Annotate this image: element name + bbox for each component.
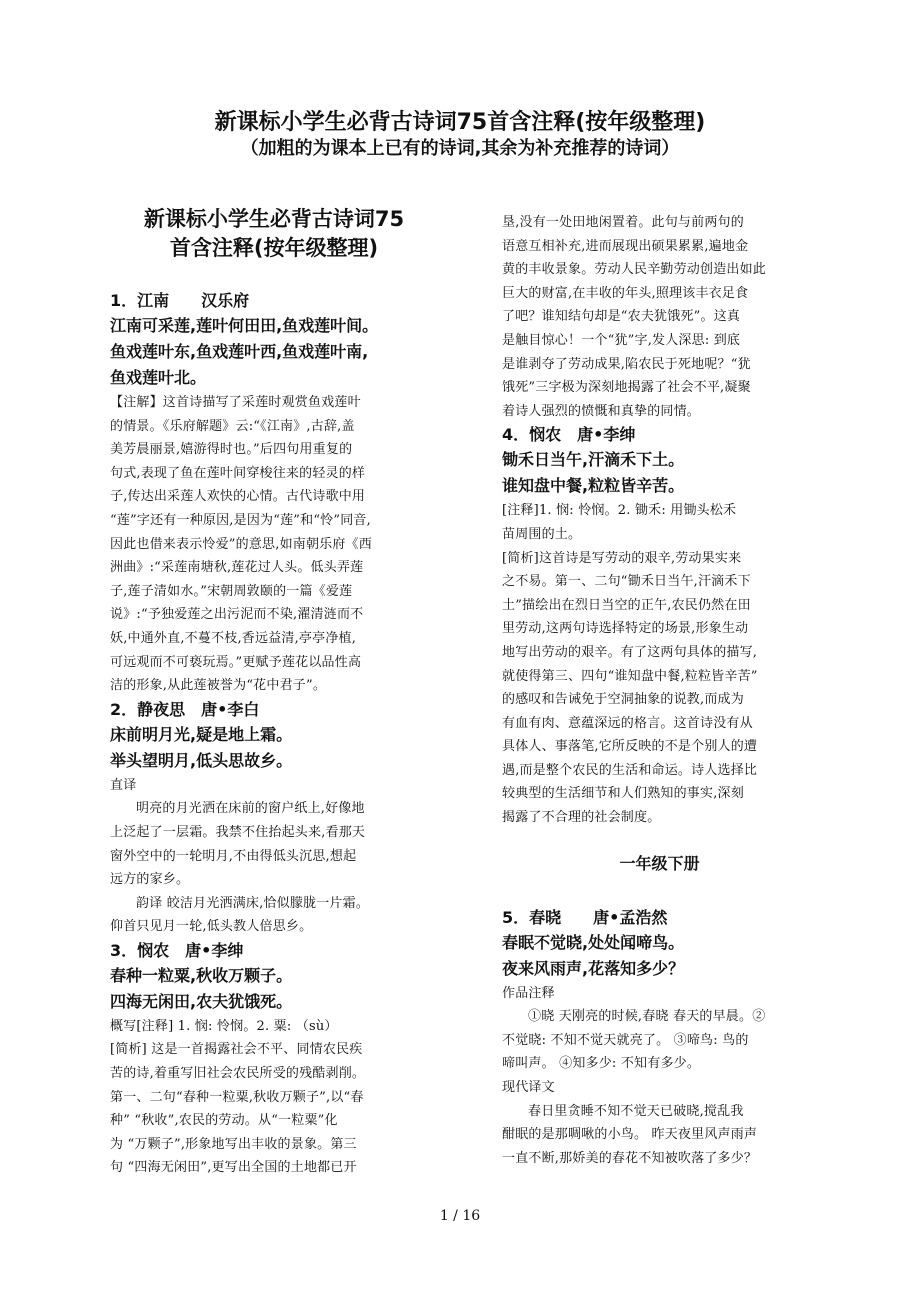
section-title-line-2: 首含注释(按年级整理) xyxy=(169,236,379,260)
note-line: 是触目惊心！一个“犹”字,发人深思: 到底 xyxy=(502,332,741,348)
poem-3-heading: 3．悯农 唐•李绅 xyxy=(110,940,244,960)
note-line: 具体人、事落笔,它所反映的不是个别人的遭 xyxy=(502,739,758,755)
note-line: 种” “秋收”,农民的劳动。从“一粒粟”化 xyxy=(110,1113,338,1129)
note-line: [简析] 这是一首揭露社会不平、同情农民疾 xyxy=(110,1042,363,1058)
note-line: 句 “四海无闲田”,更写出全国的土地都已开 xyxy=(110,1160,357,1176)
translation-line: 春日里贪睡不知不觉天已破晓,搅乱我 xyxy=(528,1103,744,1119)
note-line: [简析]这首诗是写劳动的艰辛,劳动果实来 xyxy=(502,550,742,566)
note-line: 着诗人强烈的愤慨和真挚的同情。 xyxy=(502,403,701,419)
note-line: 子,莲子清如水。”宋朝周敦颐的一篇《爱莲 xyxy=(110,583,353,599)
poem-5-heading: 5．春晓 唐•孟浩然 xyxy=(502,907,668,927)
rhyme-line: 韵译 皎洁月光洒满床,恰似朦胧一片霜。 xyxy=(136,895,370,911)
poem-5-line: 夜来风雨声,花落知多少？ xyxy=(502,958,685,978)
note-line: 饿死”三字极为深刻地揭露了社会不平,凝聚 xyxy=(502,380,751,396)
rhyme-line: 仰首只见月一轮,低头教人倍思乡。 xyxy=(110,919,313,935)
note-line: “莲”字还有一种原因,是因为“莲”和“怜”同音, xyxy=(110,512,371,528)
section-title-line-1: 新课标小学生必背古诗词75 xyxy=(143,207,405,231)
poem-2-line: 床前明月光,疑是地上霜。 xyxy=(110,724,293,744)
note-line: 有血有肉、意蕴深远的格言。这首诗没有从 xyxy=(502,715,753,731)
note-line: 洲曲》:“采莲南塘秋,莲花过人头。低头弄莲 xyxy=(110,560,364,576)
note-line: 就使得第三、四句“谁知盘中餐,粒粒皆辛苦” xyxy=(502,668,758,684)
section-title xyxy=(110,205,438,263)
poem-5-translation-label: 现代译文 xyxy=(502,1080,555,1096)
poem-4-heading: 4．悯农 唐•李绅 xyxy=(502,425,636,445)
note-line: 巨大的财富,在丰收的年头,照理该丰衣足食 xyxy=(502,285,749,301)
poem-1-line: 鱼戏莲叶北。 xyxy=(110,368,207,387)
note-line: 子,传达出采莲人欢快的心情。古代诗歌中用 xyxy=(110,489,366,505)
note-line: 句式,表现了鱼在莲叶间穿梭往来的轻灵的样 xyxy=(110,465,366,481)
translation-line: 酣眠的是那啁啾的小鸟。 昨天夜里风声雨声 xyxy=(502,1127,758,1143)
translation-line: 一直不断,那娇美的春花不知被吹落了多少？ xyxy=(502,1150,758,1166)
poem-3-line: 四海无闲田,农夫犹饿死。 xyxy=(110,991,293,1011)
document-subtitle: （加粗的为课本上已有的诗词,其余为补充推荐的诗词） xyxy=(240,138,680,159)
poem-2-heading: 2．静夜思 唐•李白 xyxy=(110,699,260,719)
document-title: 新课标小学生必背古诗词75首含注释(按年级整理) xyxy=(214,110,706,135)
note-line: 不觉晓: 不知不觉天就亮了。 ③啼鸟: 鸟的 xyxy=(502,1032,749,1048)
right-column xyxy=(502,211,817,1170)
page-number: 1 / 16 xyxy=(439,1208,481,1224)
note-line: 第一、二句“春种一粒粟,秋收万颗子”,以“春 xyxy=(110,1089,364,1105)
note-line: 的情景。《乐府解题》云:“《江南》,古辞,盖 xyxy=(110,418,355,434)
translation-line: 上泛起了一层霜。我禁不住抬起头来,看那天 xyxy=(110,824,366,840)
note-line: [注释]1. 悯: 怜悯。2. 锄禾: 用锄头松禾 xyxy=(502,503,737,519)
note-line: 是谁剥夺了劳动成果,陷农民于死地呢？“犹 xyxy=(502,356,751,372)
note-line: 概写[注释] 1. 悯: 怜悯。2. 粟: （sù） xyxy=(110,1018,338,1034)
poem-2-label: 直译 xyxy=(110,777,137,793)
note-line: 较典型的生活细节和人们熟知的事实,深刻 xyxy=(502,786,744,802)
poem-4-line: 锄禾日当午,汗滴禾下土。 xyxy=(502,450,685,470)
poem-5-notes-label: 作品注释 xyxy=(502,985,555,1001)
note-line: 说》:“予独爱莲之出污泥而不染,濯清涟而不 xyxy=(110,607,364,623)
note-line: 为 “万颗子”,形象地写出丰收的景象。第三 xyxy=(110,1136,357,1152)
note-line: 垦,没有一处田地闲置着。此句与前两句的 xyxy=(502,215,744,230)
note-line: 遇,而是整个农民的生活和命运。诗人选择比 xyxy=(502,762,758,778)
note-line: 了吧？谁知结句却是“农夫犹饿死”。这真 xyxy=(502,309,741,325)
note-line: 揭露了不合理的社会制度。 xyxy=(502,810,661,826)
note-line: 洁的形象,从此莲被誉为“花中君子”。 xyxy=(110,678,327,694)
note-line: 语意互相补充,进而展现出硕果累累,遍地金 xyxy=(502,238,749,254)
poem-1-line: 江南可采莲,莲叶何田田,鱼戏莲叶间。 xyxy=(110,316,379,335)
poem-2-translation xyxy=(110,797,438,939)
note-line: 地写出劳动的艰辛。有了这两句具体的描写, xyxy=(502,644,758,660)
poem-3-note xyxy=(110,1015,438,1180)
poem-1-note xyxy=(110,391,438,698)
poem-5-notes xyxy=(502,1005,817,1076)
poem-2-line: 举头望明月,低头思故乡。 xyxy=(110,750,293,770)
note-line: 美芳晨丽景,嬉游得时也。”后四句用重复的 xyxy=(110,442,353,458)
poem-4-note xyxy=(502,499,817,829)
note-line: ①晓 天刚亮的时候,春晓 春天的早晨。② xyxy=(528,1009,766,1025)
grade-heading: 一年级下册 xyxy=(619,853,700,873)
poem-4-line: 谁知盘中餐,粒粒皆辛苦。 xyxy=(502,476,685,496)
poem-3-note-continued xyxy=(502,211,817,423)
note-line: 里劳动,这两句诗选择特定的场景,形象生动 xyxy=(502,621,749,637)
note-line: 之不易。第一、二句“锄禾日当午,汗滴禾下 xyxy=(502,574,751,590)
poem-5-line: 春眠不觉晓,处处闻啼鸟。 xyxy=(502,932,685,952)
translation-line: 远方的家乡。 xyxy=(110,872,190,888)
translation-line: 明亮的月光洒在床前的窗户纸上,好像地 xyxy=(136,801,365,817)
poem-1-heading: 1．江南 汉乐府 xyxy=(110,291,250,310)
note-line: 【注解】这首诗描写了采莲时观赏鱼戏莲叶 xyxy=(110,395,361,410)
note-line: 黄的丰收景象。劳动人民辛勤劳动创造出如此 xyxy=(502,262,767,278)
poem-1-line: 鱼戏莲叶东,鱼戏莲叶西,鱼戏莲叶南, xyxy=(110,342,369,361)
note-line: 啼叫声。 ④知多少: 不知有多少。 xyxy=(502,1056,701,1072)
note-line: 土”描绘出在烈日当空的正午,农民仍然在田 xyxy=(502,597,751,613)
note-line: 因此也借来表示怜爱”的意思,如南朝乐府《西 xyxy=(110,536,372,552)
note-line: 可远观而不可亵玩焉。”更赋予莲花以品性高 xyxy=(110,654,362,670)
note-line: 妖,中通外直,不蔓不枝,香远益清,亭亭净植, xyxy=(110,630,357,646)
note-line: 苦的诗,着重写旧社会农民所受的残酷剥削。 xyxy=(110,1066,366,1082)
poem-3-line: 春种一粒粟,秋收万颗子。 xyxy=(110,965,293,985)
note-line: 的感叹和告诫免于空洞抽象的说教,而成为 xyxy=(502,692,744,708)
note-line: 苗周围的土。 xyxy=(502,526,582,542)
translation-line: 窗外空中的一轮明月,不由得低头沉思,想起 xyxy=(110,848,357,864)
left-column xyxy=(110,205,438,1180)
poem-5-translation xyxy=(502,1100,817,1171)
